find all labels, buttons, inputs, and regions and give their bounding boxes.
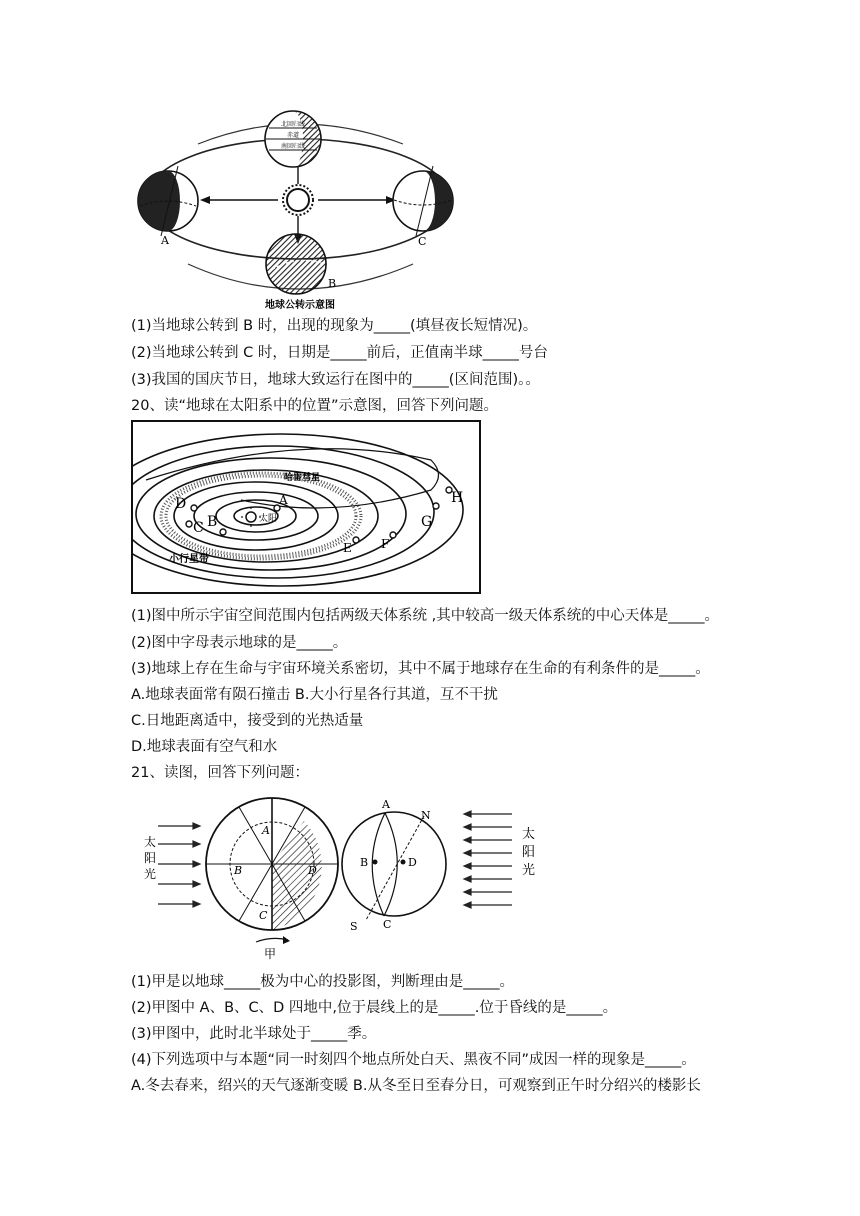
label-a: A (279, 493, 288, 507)
label-asteroid-belt: 小行星带 (169, 554, 209, 565)
jia-label: 甲 (264, 947, 277, 961)
globe-label-n: N (421, 809, 431, 822)
q21-line2: (2)甲图中 A、B、C、D 四地中,位于晨线上的是_____.位于昏线的是_____。 (131, 1000, 618, 1016)
jia-label-a: A (262, 824, 270, 837)
globe-label-d: D (408, 856, 417, 869)
globe-label-b: B (360, 856, 369, 869)
label-h: H (451, 490, 464, 506)
side-globe (342, 798, 446, 933)
q20-option-c: C.日地距离适中，接受到的光热适量 (131, 713, 364, 729)
q20-option-ab: A.地球表面常有陨石撞击 B.大小行星各行其道，互不干扰 (131, 687, 498, 703)
jia-label-d: D (308, 864, 317, 877)
label-c: C (193, 520, 204, 536)
label-c: C (418, 235, 427, 248)
polar-projection-figure (138, 796, 558, 962)
q20-option-d: D.地球表面有空气和水 (131, 739, 278, 755)
label-b: B (328, 277, 337, 290)
sunlight-left-3: 光 (144, 867, 157, 881)
globe-a (138, 166, 198, 247)
solar-system-figure (131, 420, 481, 594)
globe-label-a: A (382, 798, 390, 811)
fig1-caption: 地球公转示意图 (265, 300, 335, 311)
globe-label-c: C (383, 918, 392, 931)
q19-line1: (1)当地球公转到 B 时，出现的现象为_____(填昼夜长短情况)。 (131, 318, 538, 334)
q21-line4: (4)下列选项中与本题“同一时刻四个地点所处白天、黑夜不同”成因一样的现象是_____。 (131, 1052, 696, 1068)
jia-label-c: C (259, 909, 268, 922)
label-a: A (161, 234, 169, 247)
q21-line3: (3)甲图中，此时北半球处于_____季。 (131, 1026, 377, 1042)
jia-label-b: B (234, 864, 243, 877)
sunlight-left-1: 太 (144, 835, 157, 849)
q19-line3: (3)我国的国庆节日，地球大致运行在图中的_____(区间范围)。。 (131, 372, 540, 388)
label-tropic-cancer: 北回归线 (280, 121, 306, 128)
q20-title: 20、读“地球在太阳系中的位置”示意图，回答下列问题。 (131, 398, 498, 414)
q21-line1: (1)甲是以地球_____极为中心的投影图，判断理由是_____。 (131, 974, 515, 990)
q20-line1: (1)图中所示宇宙空间范围内包括两级天体系统 ,其中较高一级天体系统的中心天体是_____。 (131, 608, 720, 624)
label-e: E (343, 541, 352, 555)
globe-b (266, 234, 336, 294)
label-sun: 太阳 (259, 514, 278, 524)
label-d: D (175, 496, 187, 512)
sunlight-right-1: 太 (522, 827, 536, 842)
label-f: F (381, 537, 390, 551)
label-equator: 赤道 (286, 132, 300, 139)
jia-diagram (206, 798, 338, 961)
q20-line3: (3)地球上存在生命与宇宙环境关系密切，其中不属于地球存在生命的有利条件的是_____。 (131, 661, 710, 677)
sun-icon (283, 185, 313, 215)
globe-label-s: S (350, 920, 358, 933)
sunlight-left-2: 阳 (144, 851, 157, 865)
label-b: B (207, 514, 218, 530)
earth-revolution-figure (128, 104, 468, 316)
label-comet: 哈雷彗星 (284, 473, 321, 483)
globe-c (393, 166, 453, 248)
q21-line5: A.冬去春来，绍兴的天气逐渐变暖 B.从冬至日至春分日，可观察到正午时分绍兴的楼影长 (131, 1078, 701, 1094)
globe-top (265, 111, 321, 167)
sunlight-right-3: 光 (522, 863, 536, 878)
label-tropic-capricorn: 南回归线 (280, 143, 306, 150)
q21-title: 21、读图，回答下列问题： (131, 765, 309, 781)
label-g: G (421, 514, 433, 530)
sunlight-right-2: 阳 (522, 845, 536, 860)
q20-line2: (2)图中字母表示地球的是_____。 (131, 635, 348, 651)
q19-line2: (2)当地球公转到 C 时，日期是_____前后，正值南半球_____号台 (131, 345, 548, 361)
